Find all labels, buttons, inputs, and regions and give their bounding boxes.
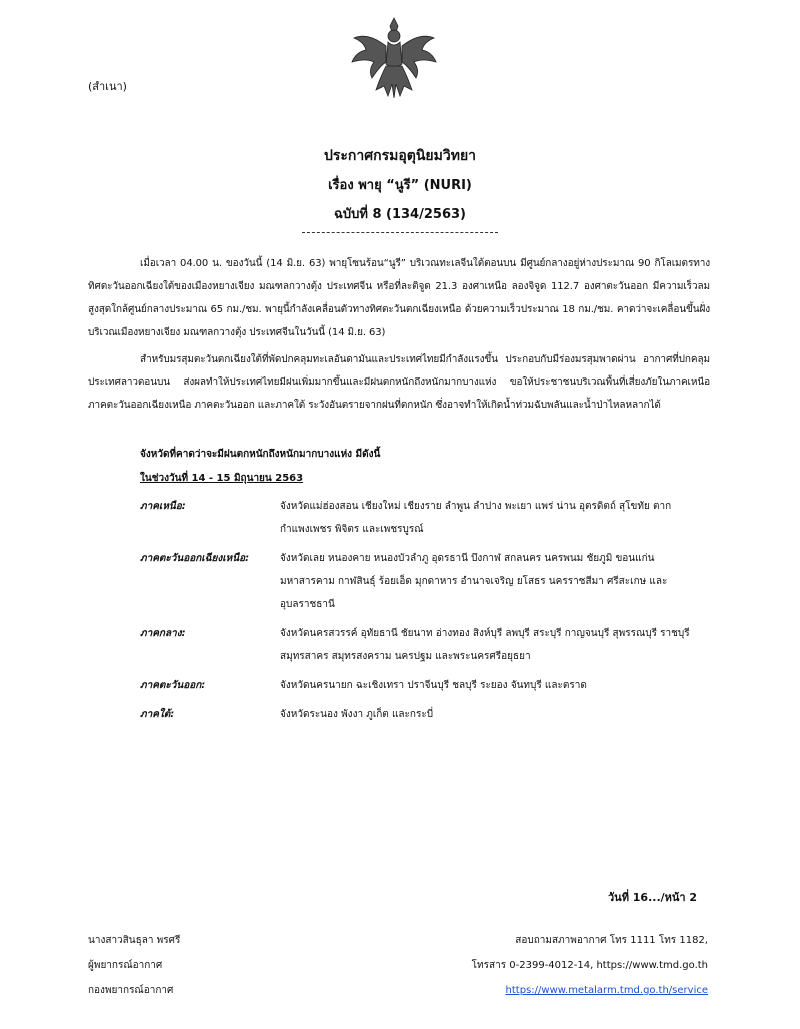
region-name: ภาคเหนือ:: [140, 501, 186, 512]
service-link[interactable]: https://www.metalarm.tmd.go.th/service: [505, 985, 708, 996]
announcement-title: ประกาศกรมอุตุนิยมวิทยา: [323, 148, 477, 164]
contact-fax-website: โทรสาร 0-2399-4012-14, https://www.tmd.go.th: [471, 960, 708, 971]
paragraph-text: สำหรับมรสุมตะวันตกเฉียงใต้ที่พัดปกคลุมทะเลอันดามันและประเทศไทยมีกำลังแรงขึ้น ประกอบกับมีร่องมรสุมพาดผ่าน อากาศที่ปกคลุมประเทศลาวตอนบน ส่งผลทำให้ประเทศไทยมีฝนเพิ่มมากขึ้นและมีฝนตกหนักถึงหนักมากบางแห่ง ขอให้ประชาชนบริเวณพื้นที่เสี่ยงภัยในภาคเหนือ ภาคตะวันออกเฉียงเหนือ ภาคตะวันออก และภาคใต้ ระวังอันตรายจากฝนที่ตกหนัก ซึ่งอาจทำให้เกิดน้ำท่วมฉับพลันและน้ำป่าไหลหลากได้: [88, 354, 710, 411]
region-row-northeast: [140, 547, 710, 616]
signatory-name: นางสาวสินธุลา พรศรี: [88, 935, 181, 946]
announcement-issue-number: ฉบับที่ 8 (134/2563): [334, 207, 466, 222]
region-provinces: จังหวัดนครสวรรค์ อุทัยธานี ชัยนาท อ่างทอง สิงห์บุรี ลพบุรี สระบุรี กาญจนบุรี สุพรรณบุรี ราชบุรี สมุทรสาคร สมุทรสงคราม นครปฐม และพระนครศรีอยุธยา: [280, 628, 690, 662]
region-row-east: [140, 674, 710, 697]
region-name: ภาคตะวันออก:: [140, 680, 206, 691]
signatory-division: กองพยากรณ์อากาศ: [88, 985, 174, 996]
region-provinces: จังหวัดระนอง พังงา ภูเก็ต และกระบี่: [280, 709, 434, 720]
region-name: ภาคตะวันออกเฉียงเหนือ:: [140, 553, 250, 564]
region-provinces: จังหวัดแม่ฮ่องสอน เชียงใหม่ เชียงราย ลำพูน ลำปาง พะเยา แพร่ น่าน อุตรดิตถ์ สุโขทัย ตาก กำแพงเพชร พิจิตร และเพชรบูรณ์: [280, 501, 672, 535]
forecast-period: ในช่วงวันที่ 14 - 15 มิถุนายน 2563: [140, 473, 304, 484]
storm-status-paragraph: [88, 252, 710, 344]
announcement-subject: เรื่อง พายุ “นูรี” (NURI): [328, 178, 472, 193]
affected-area-heading: จังหวัดที่คาดว่าจะมีฝนตกหนักถึงหนักมากบางแห่ง มีดังนี้: [140, 449, 381, 460]
footer-contact: [472, 928, 708, 1003]
region-row-central: [140, 622, 710, 668]
region-provinces: จังหวัดเลย หนองคาย หนองบัวลำภู อุดรธานี บึงกาฬ สกลนคร นครพนม ชัยภูมิ ขอนแก่น มหาสารคาม กาฬสินธุ์ ร้อยเอ็ด มุกดาหาร อำนาจเจริญ ยโสธร นครราชสีมา ศรีสะเกษ และอุบลราชธานี: [280, 553, 668, 610]
paragraph-text: เมื่อเวลา 04.00 น. ของวันนี้ (14 มิ.ย. 63) พายุโซนร้อน“นูรี” บริเวณทะเลจีนใต้ตอนบน มีศูนย์กลางอยู่ห่างประมาณ 90 กิโลเมตรทางทิศตะวันออกเฉียงใต้ของเมืองหยางเจียง มณฑลกวางตุ้ง ประเทศจีน หรือที่ละติจูด 21.3 องศาเหนือ ลองจิจูด 112.7 องศาตะวันออก มีความเร็วลมสูงสุดใกล้ศูนย์กลางประมาณ 65 กม./ชม. พายุนี้กำลังเคลื่อนตัวทางทิศตะวันตกเฉียงเหนือ ด้วยความเร็วประมาณ 18 กม./ชม. คาดว่าจะเคลื่อนขึ้นฝั่งบริเวณเมืองหยางเจียง มณฑลกวางตุ้ง ประเทศจีนในวันนี้ (14 มิ.ย. 63): [88, 258, 710, 338]
contact-phone: สอบถามสภาพอากาศ โทร 1111 โทร 1182,: [515, 935, 708, 946]
copy-tag: (สำเนา): [88, 80, 127, 93]
title-divider: [302, 232, 498, 233]
region-row-south: [140, 703, 710, 726]
next-page-indicator: วันที่ 16.../หน้า 2: [608, 891, 698, 904]
region-name: ภาคใต้:: [140, 709, 175, 720]
region-provinces: จังหวัดนครนายก ฉะเชิงเทรา ปราจีนบุรี ชลบุรี ระยอง จันทบุรี และตราด: [280, 680, 587, 691]
footer-signatory: [88, 928, 180, 1003]
region-name: ภาคกลาง:: [140, 628, 186, 639]
signatory-position: ผู้พยากรณ์อากาศ: [88, 960, 163, 971]
garuda-emblem-icon: [346, 12, 442, 104]
region-row-north: [140, 495, 710, 541]
rain-warning-paragraph: [88, 348, 710, 417]
region-list: [140, 495, 710, 732]
